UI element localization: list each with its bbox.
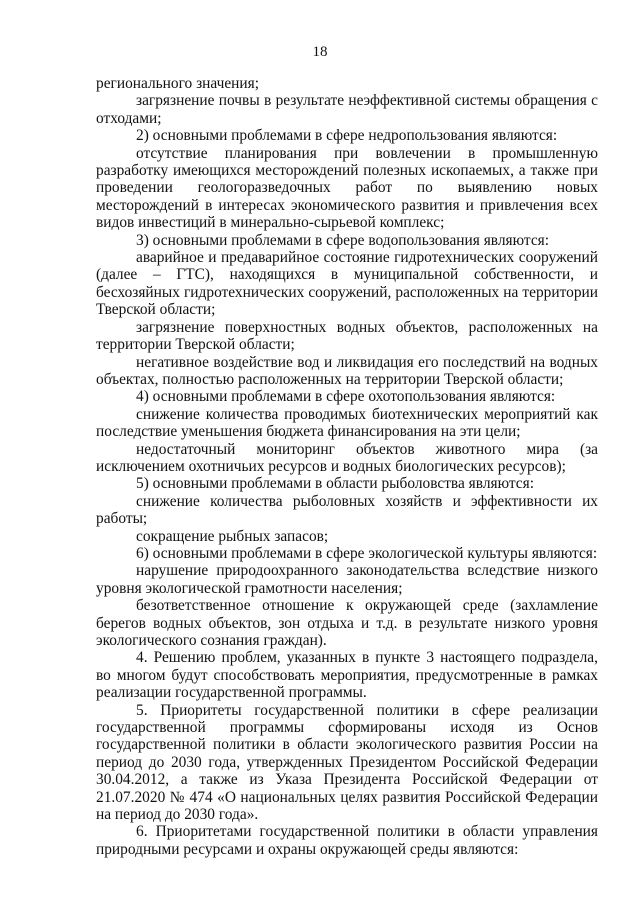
page-number: 18	[312, 44, 328, 60]
paragraph: 5) основными проблемами в области рыболовства являются:	[136, 475, 534, 493]
paragraph: 4. Решению проблем, указанных в пункте 3 настоящего подраздела, во многом будут способствовать мероприятия, предусмотренные в рамках реализации государственной программы.	[96, 649, 598, 702]
paragraph: сокращение рыбных запасов;	[136, 527, 329, 545]
document-body	[96, 75, 598, 858]
paragraph: снижение количества проводимых биотехнических мероприятий как последствие уменьшения бюджета финансирования на эти цели;	[96, 405, 598, 441]
paragraph: загрязнение поверхностных водных объектов, расположенных на территории Тверской области;	[96, 318, 598, 354]
paragraph: 3) основными проблемами в сфере водопользования являются:	[136, 231, 550, 249]
paragraph: нарушение природоохранного законодательства вследствие низкого уровня экологической грамотности населения;	[96, 562, 598, 597]
paragraph: загрязнение почвы в результате неэффективной системы обращения с отходами;	[96, 92, 598, 127]
paragraph: регионального значения;	[96, 75, 260, 92]
paragraph: недостаточный мониторинг объектов животного мира (за исключением охотничьих ресурсов и водных биологических ресурсов);	[96, 440, 598, 475]
paragraph: 6) основными проблемами в сфере экологической культуры являются:	[136, 544, 598, 562]
paragraph: снижение количества рыболовных хозяйств и эффективности их работы;	[96, 492, 598, 528]
paragraph: 6. Приоритетами государственной политики в области управления природными ресурсами и охраны окружающей среды являются:	[96, 823, 598, 858]
paragraph: негативное воздействие вод и ликвидация его последствий на водных объектах, полностью расположенных на территории Тверской области;	[96, 353, 598, 388]
paragraph: отсутствие планирования при вовлечении в промышленную разработку имеющихся месторождений полезных ископаемых, а также при проведении геологоразведочных работ по выявлению новых месторождений в интересах экономического развития и привлечения всех видов инвестиций в минерально-сырьевой комплекс;	[96, 144, 598, 232]
paragraph: 4) основными проблемами в сфере охотопользования являются:	[136, 388, 556, 406]
paragraph: 5. Приоритеты государственной политики в сфере реализации государственной программы сформированы исходя из Основ государственной политики в области экологического развития России на период до 2030 года, утвержденных Президентом Российской Федерации 30.04.2012, а также из Указа Президента Российской Федерации от 21.07.2020 № 474 «О национальных целях развития Российской Федерации на период до 2030 года».	[96, 701, 598, 824]
paragraph: безответственное отношение к окружающей среде (захламление берегов водных объектов, зон отдыха и т.д. в результате низкого уровня экологического сознания граждан).	[96, 597, 598, 649]
paragraph: аварийное и предаварийное состояние гидротехнических сооружений (далее – ГТС), находящихся в муниципальной собственности, и бесхозяйных гидротехнических сооружений, расположенных на территории Тверской области;	[96, 249, 598, 319]
paragraph: 2) основными проблемами в сфере недропользования являются:	[136, 127, 558, 145]
